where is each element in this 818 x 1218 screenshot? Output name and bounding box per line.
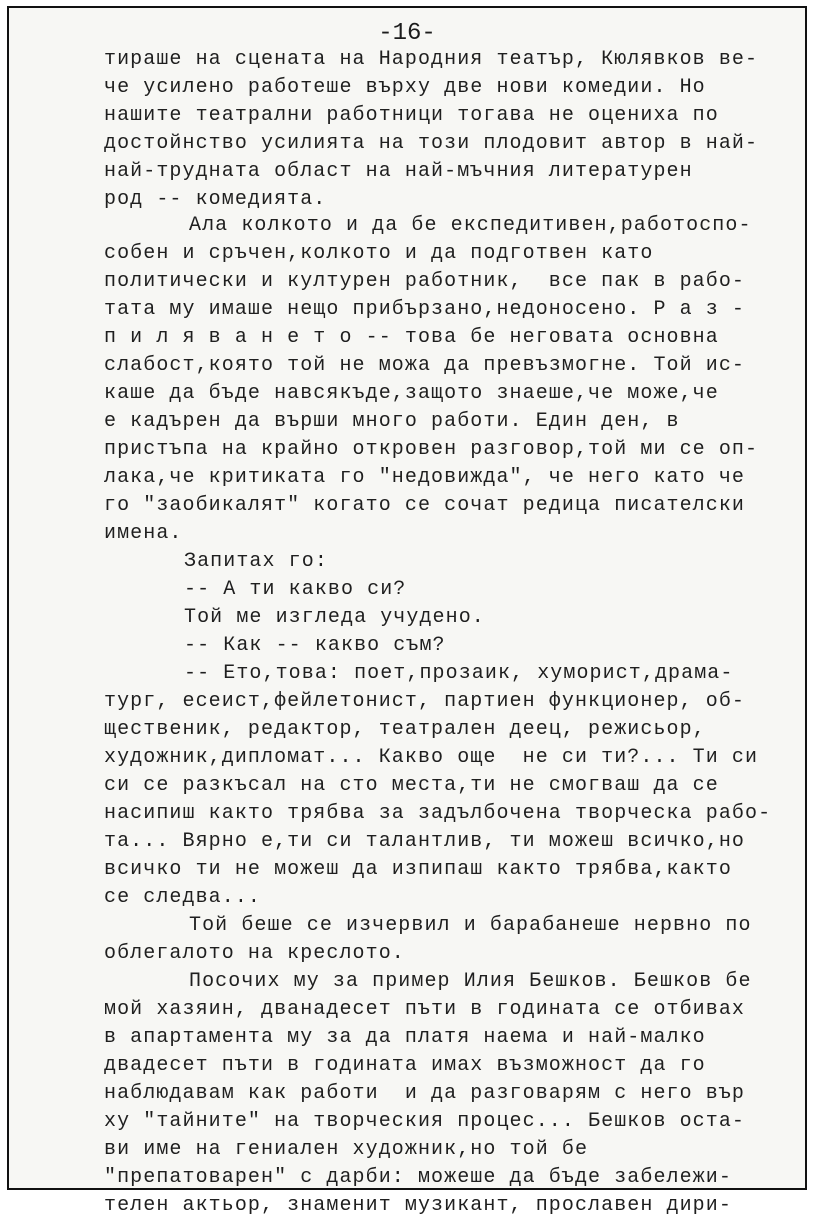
text-line-28: насипиш както трябва за задълбочена творческа рабо- — [104, 802, 772, 825]
text-line-35: мой хазяин, дванадесет пъти в годината се отбивах — [104, 998, 746, 1021]
text-line-33: облегалото на креслото. — [104, 942, 405, 965]
text-line-30: всичко ти не можеш да изпипаш както трябва,както — [104, 858, 732, 881]
text-line-9: политически и културен работник, все пак в рабо- — [104, 270, 746, 293]
page-number: -16- — [378, 20, 436, 47]
text-line-13: каше да бъде навсякъде,защото знаеше,че може,че — [104, 382, 719, 405]
text-line-24: тург, есеист,фейлетонист, партиен функционер, об- — [104, 690, 746, 713]
text-line-11: п и л я в а н е т о -- това бе неговата основна — [104, 326, 719, 349]
text-line-29: та... Вярно е,ти си талантлив, ти можеш всичко,но — [104, 830, 746, 853]
text-line-1: тираше на сцената на Народния театър, Кюлявков ве- — [104, 48, 759, 71]
text-line-12: слабост,която той не можа да превъзмогне. Той ис- — [104, 354, 746, 377]
text-line-20: -- А ти какво си? — [184, 578, 407, 601]
text-line-27: си се разкъсал на сто места,ти не смогваш да се — [104, 774, 719, 797]
text-line-5: най-трудната област на най-мъчния литературен — [104, 160, 693, 183]
text-line-15: пристъпа на крайно откровен разговор,той ми се оп- — [104, 438, 759, 461]
text-line-2: че усилено работеше върху две нови комедии. Но — [104, 76, 706, 99]
document-page — [7, 6, 807, 1217]
text-line-37: двадесет пъти в годината имах възможност да го — [104, 1054, 706, 1077]
text-line-32: Той беше се изчервил и барабанеше нервно по — [189, 914, 752, 937]
text-line-23: -- Ето,това: поет,прозаик, хуморист,драма- — [184, 662, 734, 685]
text-line-8: собен и сръчен,колкото и да подготвен като — [104, 242, 654, 265]
text-line-41: "препатоварен" с дарби: можеше да бъде забележи- — [104, 1166, 732, 1189]
text-line-14: е кадърен да върши много работи. Един ден, в — [104, 410, 680, 433]
text-line-18: имена. — [104, 522, 183, 545]
text-line-21: Той ме изгледа учудено. — [184, 606, 485, 629]
text-line-39: ху "тайните" на творческия процес... Бешков оста- — [104, 1110, 746, 1133]
text-line-31: се следва... — [104, 886, 261, 909]
text-line-3: нашите театрални работници тогава не оцениха по — [104, 104, 719, 127]
text-line-34: Посочих му за пример Илия Бешков. Бешков бе — [189, 970, 752, 993]
text-line-16: лака,че критиката го "недовижда", че него като че — [104, 466, 746, 489]
text-line-10: тата му имаше нещо прибързано,недоносено. Р а з - — [104, 298, 746, 321]
text-line-40: ви име на гениален художник,но той бе — [104, 1138, 589, 1161]
text-line-17: го "заобикалят" когато се сочат редица писателски — [104, 494, 746, 517]
text-line-4: достойнство усилията на този плодовит автор в най- — [104, 132, 759, 155]
text-line-6: род -- комедията. — [104, 188, 327, 211]
text-line-36: в апартамента му за да платя наема и най-малко — [104, 1026, 706, 1049]
text-line-42: телен актьор, знаменит музикант, прославен дири- — [104, 1194, 732, 1217]
text-line-19: Запитах го: — [184, 550, 328, 573]
text-line-7: Ала колкото и да бе експедитивен,работоспо- — [189, 214, 752, 237]
text-line-38: наблюдавам как работи и да разговарям с него вър — [104, 1082, 746, 1105]
text-line-22: -- Как -- какво съм? — [184, 634, 446, 657]
text-line-25: щественик, редактор, театрален деец, режисьор, — [104, 718, 706, 741]
text-line-26: художник,дипломат... Какво още не си ти?... Ти си — [104, 746, 759, 769]
